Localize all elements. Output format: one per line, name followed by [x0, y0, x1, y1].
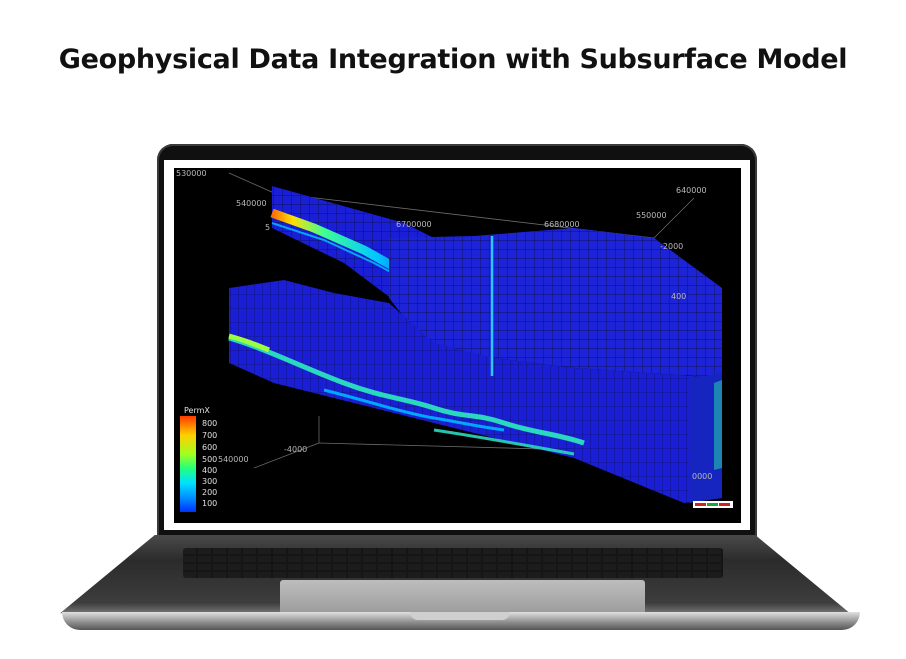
subsurface-model-3d[interactable] — [174, 168, 741, 523]
axis-label: 550000 — [636, 211, 667, 220]
legend-tick: 500 — [202, 455, 218, 464]
legend-tick: 600 — [202, 443, 218, 452]
axis-label: 0000 — [692, 472, 713, 481]
legend-tick: 300 — [202, 477, 218, 486]
axis-label: -4000 — [284, 445, 308, 454]
laptop-notch — [410, 612, 510, 620]
axis-label: 6680000 — [544, 220, 580, 229]
keyboard — [183, 548, 723, 578]
legend-color-bar — [180, 416, 196, 512]
axis-label: 400 — [671, 292, 687, 301]
legend-tick: 200 — [202, 488, 218, 497]
legend-tick: 400 — [202, 466, 218, 475]
axis-label: -2000 — [660, 242, 684, 251]
legend-title: PermX — [184, 406, 210, 415]
axis-label: 640000 — [676, 186, 707, 195]
axis-label: 6700000 — [396, 220, 432, 229]
legend-tick: 800 — [202, 419, 218, 428]
model-viewport[interactable] — [174, 168, 741, 523]
permx-color-legend — [180, 406, 217, 512]
axis-label: 530000 — [176, 169, 207, 178]
trackpad — [280, 580, 645, 614]
axis-label: 5 — [265, 223, 271, 232]
axis-label: 540000 — [218, 455, 249, 464]
axis-label: 540000 — [236, 199, 267, 208]
page-title: Geophysical Data Integration with Subsurface Model — [58, 44, 848, 75]
orientation-indicator — [693, 501, 733, 508]
legend-tick: 100 — [202, 499, 218, 508]
legend-tick: 700 — [202, 431, 218, 440]
